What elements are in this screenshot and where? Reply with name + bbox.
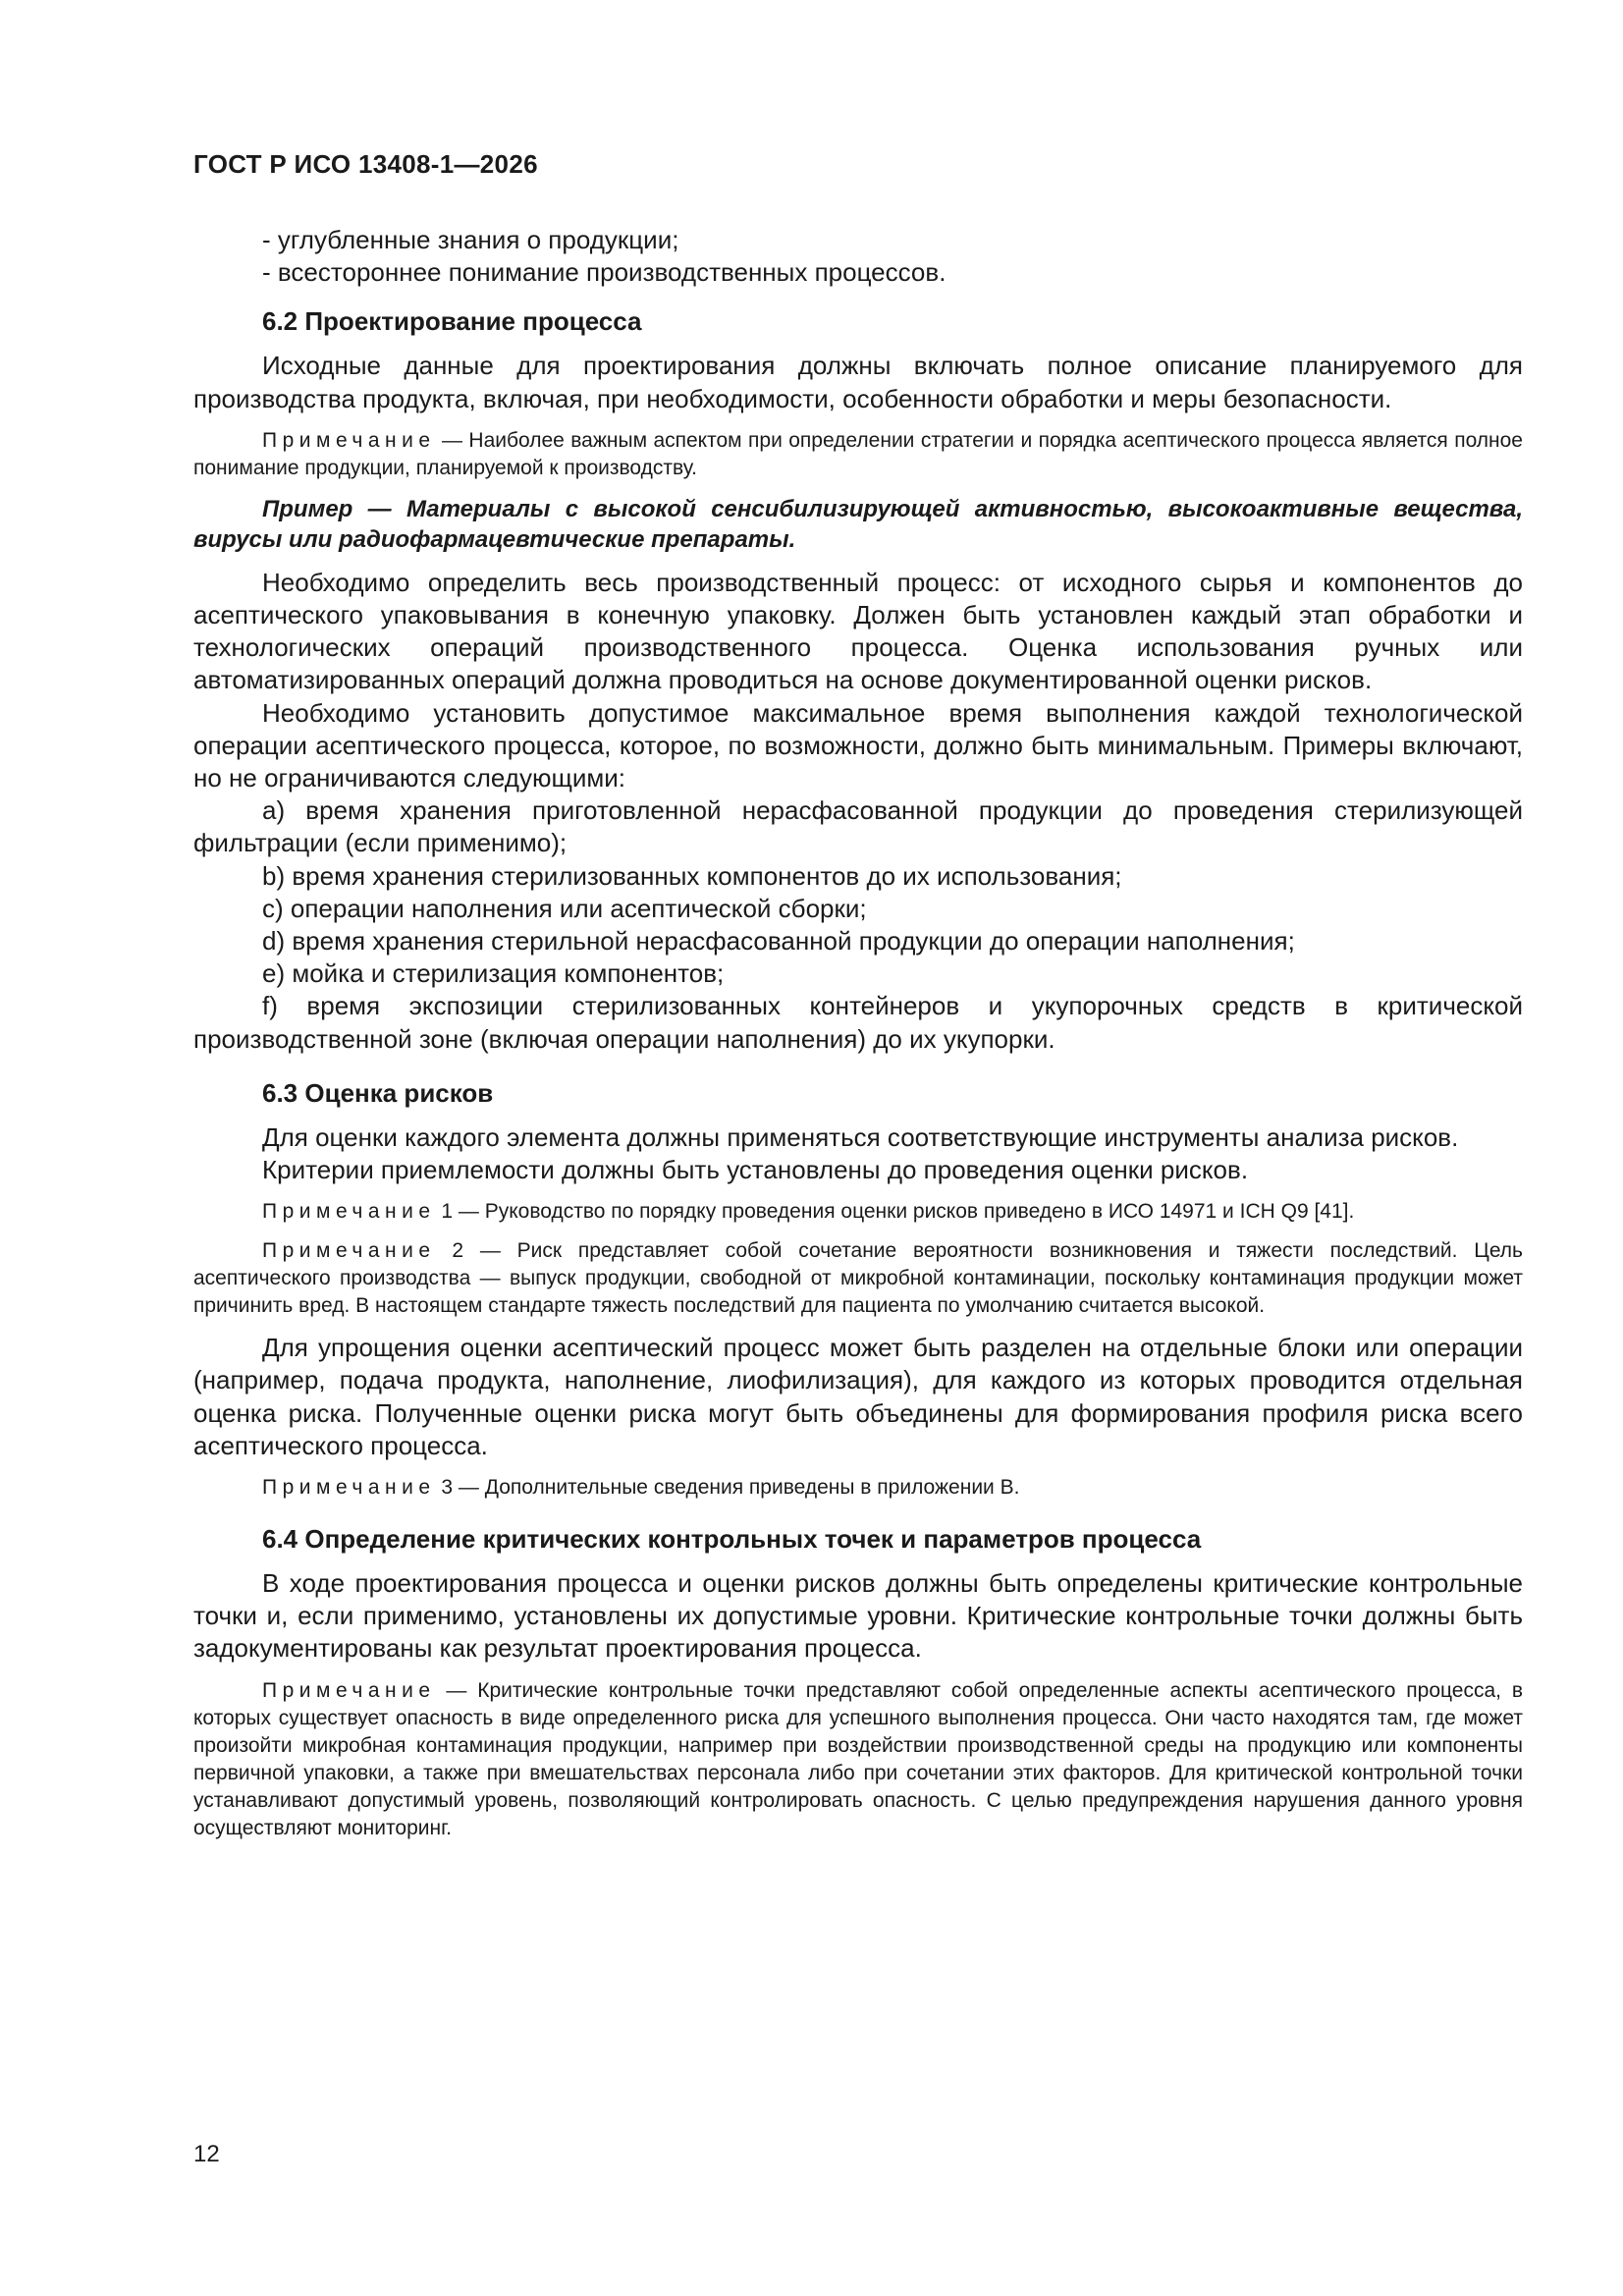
- list-item: e) мойка и стерилизация компонентов;: [262, 958, 725, 989]
- note-label: Примечание: [262, 1200, 436, 1224]
- paragraph: Критерии приемлемости должны быть установлены до проведения оценки рисков.: [262, 1155, 1249, 1185]
- note: [193, 1198, 1523, 1226]
- paragraph: Необходимо установить допустимое максимальное время выполнения каждой технологической операции асептического процесса, которое, по возможности, должно быть минимальным. Примеры включают, но не ограничиваются следующими:: [193, 697, 1523, 793]
- list-item: d) время хранения стерильной нерасфасованной продукции до операции наполнения;: [262, 926, 1295, 957]
- note-text: 3 — Дополнительные сведения приведены в приложении B.: [435, 1476, 1020, 1500]
- paragraph: Для оценки каждого элемента должны применяться соответствующие инструменты анализа рисков.: [262, 1121, 1459, 1152]
- note-text: 2 — Риск представляет собой сочетание вероятности возникновения и тяжести последствий. Цель асептического производства — выпуск продукции, свободной от микробной контаминации, поскольку контаминация продукции может причинить вред. В настоящем стандарте тяжесть последствий для пациента по умолчанию считается высокой.: [193, 1239, 1523, 1318]
- list-item: c) операции наполнения или асептической сборки;: [262, 893, 867, 923]
- paragraph: Необходимо определить весь производственный процесс: от исходного сырья и компонентов до асептического упаковывания в конечную упаковку. Должен быть установлен каждый этап обработки и технологических операций производственного процесса. Оценка использования ручных или автоматизированных операций должна проводиться на основе документированной оценки рисков.: [193, 567, 1523, 695]
- document-body: [193, 224, 1523, 1842]
- document-header: ГОСТ Р ИСО 13408-1—2026: [193, 149, 538, 179]
- note: [193, 1237, 1523, 1320]
- list-item: - углубленные знания о продукции;: [262, 225, 679, 254]
- note-text: 1 — Руководство по порядку проведения оценки рисков приведено в ИСО 14971 и ICH Q9 [41].: [435, 1200, 1355, 1224]
- note-label: Примечание: [262, 1678, 436, 1702]
- note-text: — Критические контрольные точки представляют собой определенные аспекты асептического процесса, в которых существует опасность в виде определенного риска для успешного выполнения процесса. Они часто находятся там, где может произойти микробная контаминация продукции, например при воздействии производственной среды на продукцию или компоненты первичной упаковки, а также при вмешательствах персонала либо при сочетании этих факторов. Для критической контрольной точки устанавливают допустимый уровень, позволяющий контролировать опасность. С целью предупреждения нарушения данного уровня осуществляют мониторинг.: [193, 1678, 1523, 1839]
- page-number: 12: [193, 2141, 220, 2167]
- paragraph: Для упрощения оценки асептический процесс может быть разделен на отдельные блоки или операции (например, подача продукта, наполнение, лиофилизация), для каждого из которых проводится отдельная оценка риска. Полученные оценки риска могут быть объединены для формирования профиля риска всего асептического процесса.: [193, 1333, 1523, 1460]
- example: Пример — Материалы с высокой сенсибилизирующей активностью, высокоактивные вещества, вирусы или радиофармацевтические препараты.: [193, 495, 1523, 553]
- section-heading-6-2: 6.2 Проектирование процесса: [262, 306, 642, 337]
- section-heading-6-4: 6.4 Определение критических контрольных точек и параметров процесса: [262, 1524, 1202, 1555]
- note-label: Примечание: [262, 1239, 436, 1263]
- paragraph: Исходные данные для проектирования должны включать полное описание планируемого для производства продукта, включая, при необходимости, особенности обработки и меры безопасности.: [193, 351, 1523, 413]
- paragraph: В ходе проектирования процесса и оценки рисков должны быть определены критические контрольные точки и, если применимо, установлены их допустимые уровни. Критические контрольные точки должны быть задокументированы как результат проектирования процесса.: [193, 1568, 1523, 1664]
- list-item: f) время экспозиции стерилизованных контейнеров и укупорочных средств в критической производственной зоне (включая операции наполнения) до их укупорки.: [193, 991, 1523, 1054]
- note: [193, 1474, 1523, 1502]
- list-item: a) время хранения приготовленной нерасфасованной продукции до проведения стерилизующей фильтрации (если применимо);: [193, 795, 1523, 858]
- list-item: - всестороннее понимание производственных процессов.: [262, 257, 947, 288]
- note-label: Примечание: [262, 1476, 436, 1500]
- list-item: b) время хранения стерилизованных компонентов до их использования;: [262, 860, 1122, 891]
- note: [193, 1677, 1523, 1842]
- section-heading-6-3: 6.3 Оценка рисков: [262, 1077, 494, 1108]
- note: [193, 427, 1523, 482]
- note-text: — Наиболее важным аспектом при определении стратегии и порядка асептического процесса является полное понимание продукции, планируемой к производству.: [193, 428, 1523, 479]
- note-label: Примечание: [262, 428, 436, 452]
